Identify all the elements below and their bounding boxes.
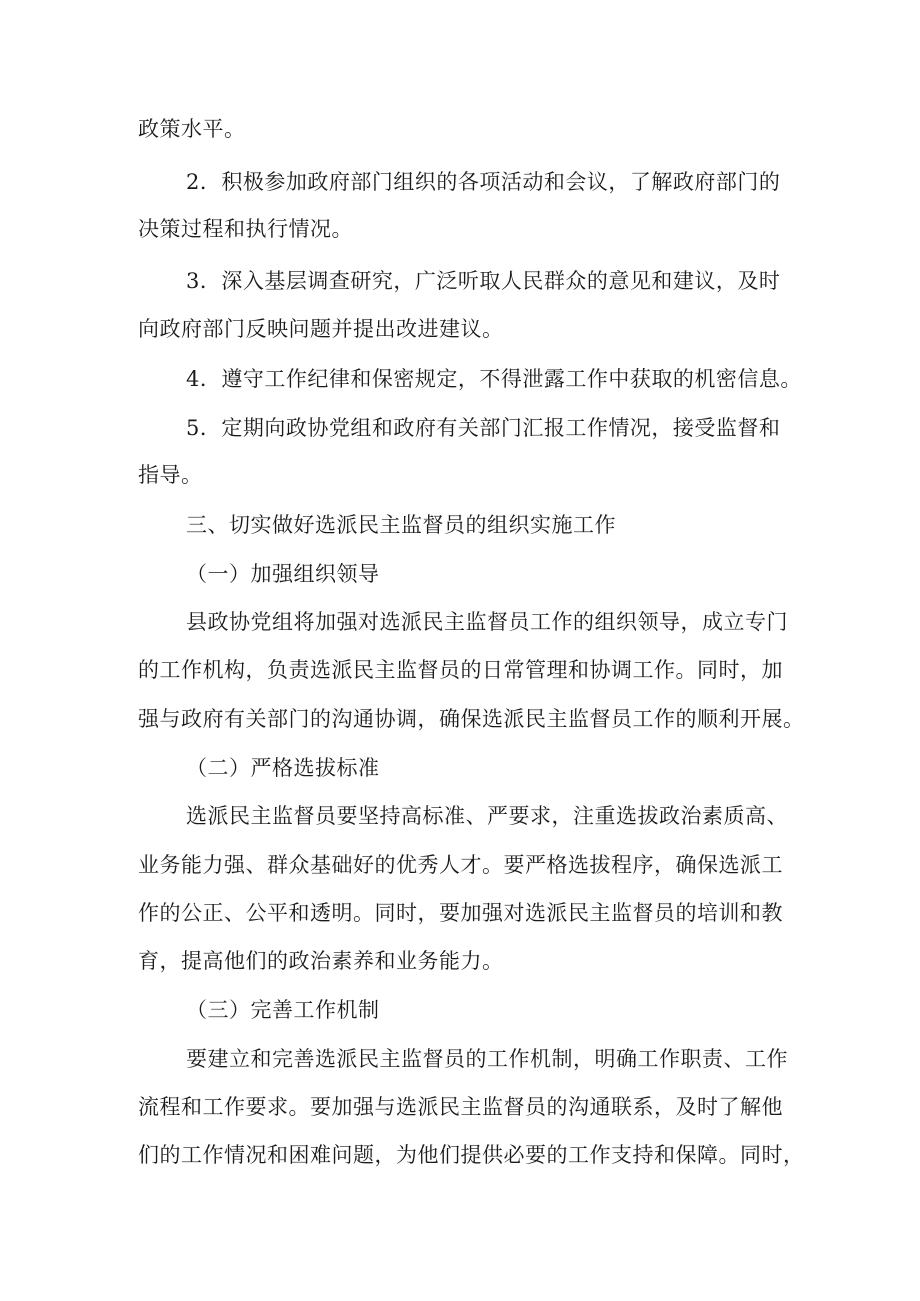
subsection-heading-1: （一）加强组织领导	[186, 562, 380, 586]
paragraph-line: 作的公正、公平和透明。同时，要加强对选派民主监督员的培训和教	[138, 901, 783, 925]
list-item-2-line: 决策过程和执行情况。	[138, 217, 353, 241]
list-item-5-line: 5．定期向政协党组和政府有关部门汇报工作情况，接受监督和	[186, 416, 781, 440]
subsection-heading-2: （二）严格选拔标准	[186, 756, 380, 780]
paragraph-line: 强与政府有关部门的沟通协调，确保选派民主监督员工作的顺利开展。	[138, 707, 805, 731]
paragraph-line: 的工作机构，负责选派民主监督员的日常管理和协调工作。同时，加	[138, 658, 783, 682]
paragraph-line: 育，提高他们的政治素养和业务能力。	[138, 949, 504, 973]
paragraph-line: 要建立和完善选派民主监督员的工作机制，明确工作职责、工作	[186, 1047, 788, 1071]
paragraph-line: 县政协党组将加强对选派民主监督员工作的组织领导，成立专门	[186, 610, 788, 634]
paragraph-line: 选派民主监督员要坚持高标准、严要求，注重选拔政治素质高、	[186, 804, 788, 828]
paragraph-line: 流程和工作要求。要加强与选派民主监督员的沟通联系，及时了解他	[138, 1095, 783, 1119]
list-item-4-line: 4．遵守工作纪律和保密规定，不得泄露工作中获取的机密信息。	[186, 367, 802, 391]
section-heading: 三、切实做好选派民主监督员的组织实施工作	[186, 513, 616, 537]
paragraph-line: 业务能力强、群众基础好的优秀人才。要严格选拔程序，确保选派工	[138, 853, 783, 877]
list-item-3-line: 向政府部门反映问题并提出改进建议。	[138, 317, 504, 341]
paragraph-line: 们的工作情况和困难问题，为他们提供必要的工作支持和保障。同时，	[138, 1143, 805, 1167]
list-item-2-line: 2．积极参加政府部门组织的各项活动和会议，了解政府部门的	[186, 170, 781, 194]
subsection-heading-3: （三）完善工作机制	[186, 998, 380, 1022]
paragraph-line: 政策水平。	[138, 117, 246, 141]
list-item-5-line: 指导。	[138, 463, 203, 487]
list-item-3-line: 3．深入基层调查研究，广泛听取人民群众的意见和建议，及时	[186, 269, 781, 293]
